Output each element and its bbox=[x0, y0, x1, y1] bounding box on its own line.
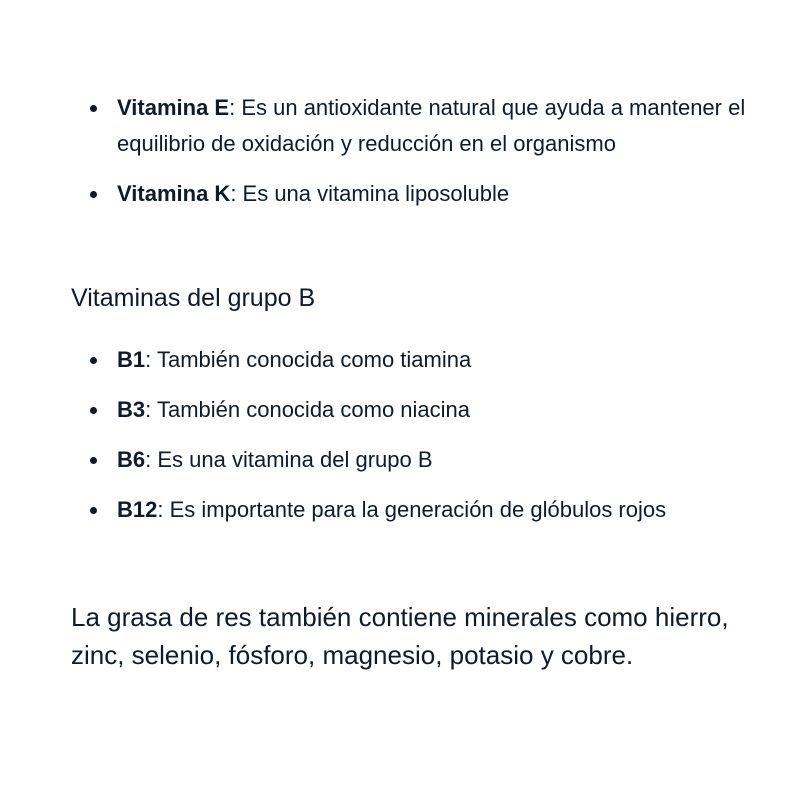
minerals-paragraph: La grasa de res también contiene minerales como hierro, zinc, selenio, fósforo, magnesio, potasio y cobre. bbox=[71, 602, 729, 670]
b-vitamin-list bbox=[117, 342, 757, 542]
section-heading: Vitaminas del grupo B bbox=[71, 284, 316, 312]
item-text: : Es un antioxidante natural que ayuda a mantener el equilibrio de oxidación y reducción en el organismo bbox=[117, 95, 746, 156]
item-term: B1 bbox=[117, 347, 146, 372]
list-item bbox=[117, 342, 757, 378]
item-text: : Es una vitamina del grupo B bbox=[145, 447, 433, 472]
list-item bbox=[117, 442, 757, 478]
item-term: B3 bbox=[117, 397, 146, 422]
item-text: : También conocida como tiamina bbox=[145, 347, 472, 372]
list-item bbox=[117, 176, 757, 212]
item-text: : Es una vitamina liposoluble bbox=[230, 181, 510, 206]
item-term: Vitamina K bbox=[117, 181, 231, 206]
list-item bbox=[117, 392, 757, 428]
list-item bbox=[117, 90, 757, 162]
item-text: : También conocida como niacina bbox=[145, 397, 471, 422]
item-text: : Es importante para la generación de glóbulos rojos bbox=[157, 497, 667, 522]
vitamin-list bbox=[117, 90, 757, 212]
item-term: B12 bbox=[117, 497, 158, 522]
list-item bbox=[117, 492, 757, 528]
item-term: Vitamina E bbox=[117, 95, 230, 120]
item-term: B6 bbox=[117, 447, 146, 472]
